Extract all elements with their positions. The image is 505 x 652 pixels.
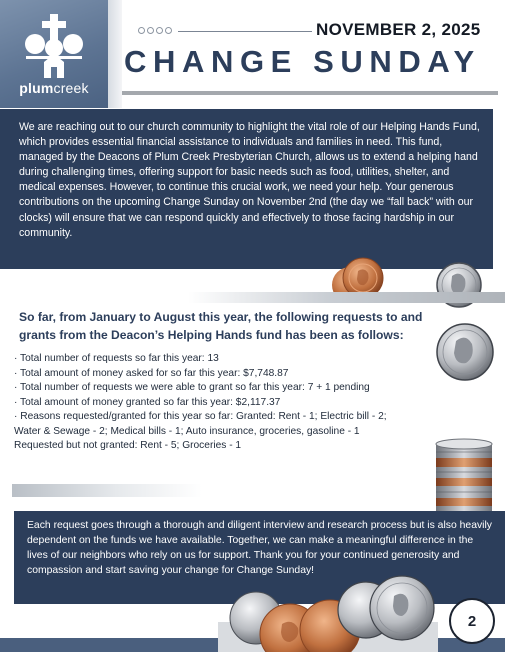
logo-wordmark-bold: plum: [19, 80, 54, 96]
list-item: Requested but not granted: Rent - 5; Groceries - 1: [14, 440, 242, 451]
decorative-band: [188, 292, 505, 303]
intro-text: We are reaching out to our church community to highlight the vital role of our Helping Hands Fund, which provides essential financial assistance to individuals and families in need. This fund, managed by the Deacons of Plum Creek Presbyterian Church, allows us to extend a helping hand during challenging times, offering support for basic needs such as food, utilities, shelter, and medical expenses. However, to continue this crucial work, we need your help. Your generous contributions on the upcoming Change Sunday on November 2nd (the day we “fall back” with our clocks) will ensure that we can respond quickly and effectively to those facing hardship in our community.: [19, 121, 480, 239]
coin-pile-icon: [218, 578, 438, 652]
intro-panel: [0, 109, 493, 269]
list-item: · Total amount of money granted so far this year: $2,117.37: [14, 396, 281, 408]
logo-wordmark-light: creek: [53, 80, 89, 96]
page-number-badge: [449, 598, 495, 644]
date-rule: [178, 31, 312, 32]
page-number: 2: [467, 612, 477, 630]
decorative-band: [12, 484, 202, 497]
church-cross-logo-icon: [24, 14, 84, 78]
list-item: · Total number of requests we were able to grant so far this year: 7 + 1 pending: [14, 382, 370, 393]
plum-creek-logo: [0, 0, 108, 108]
summary-heading: So far, from January to August this year, the following requests to and grants from the Deacon’s Helping Hands fund has been as follows:: [19, 310, 423, 342]
title-rule: [122, 91, 498, 95]
list-item: Water & Sewage - 2; Medical bills - 1; Auto insurance, groceries, gasoline - 1: [14, 425, 360, 437]
list-item: · Total number of requests so far this year: 13: [14, 353, 219, 364]
summary-list: [14, 352, 434, 454]
list-item: · Total amount of money asked for so far this year: $7,748.87: [14, 367, 289, 379]
logo-wordmark: [0, 80, 108, 96]
list-item: · Reasons requested/granted for this year so far: Granted: Rent - 1; Electric bill - 2;: [14, 411, 387, 422]
logo-side-strip: [108, 0, 122, 108]
issue-date: NOVEMBER 2, 2025: [316, 20, 481, 39]
closing-text: Each request goes through a thorough and diligent interview and research process but is also heavily dependent on the funds we have available. Together, we can make a meaningful difference in the lives of our neighbors who rely on us for support. Thank you for your continued generosity and compassion and start saving your change for Change Sunday!: [27, 520, 492, 577]
page-title: CHANGE SUNDAY: [124, 44, 481, 79]
decorative-dots: [138, 27, 172, 34]
